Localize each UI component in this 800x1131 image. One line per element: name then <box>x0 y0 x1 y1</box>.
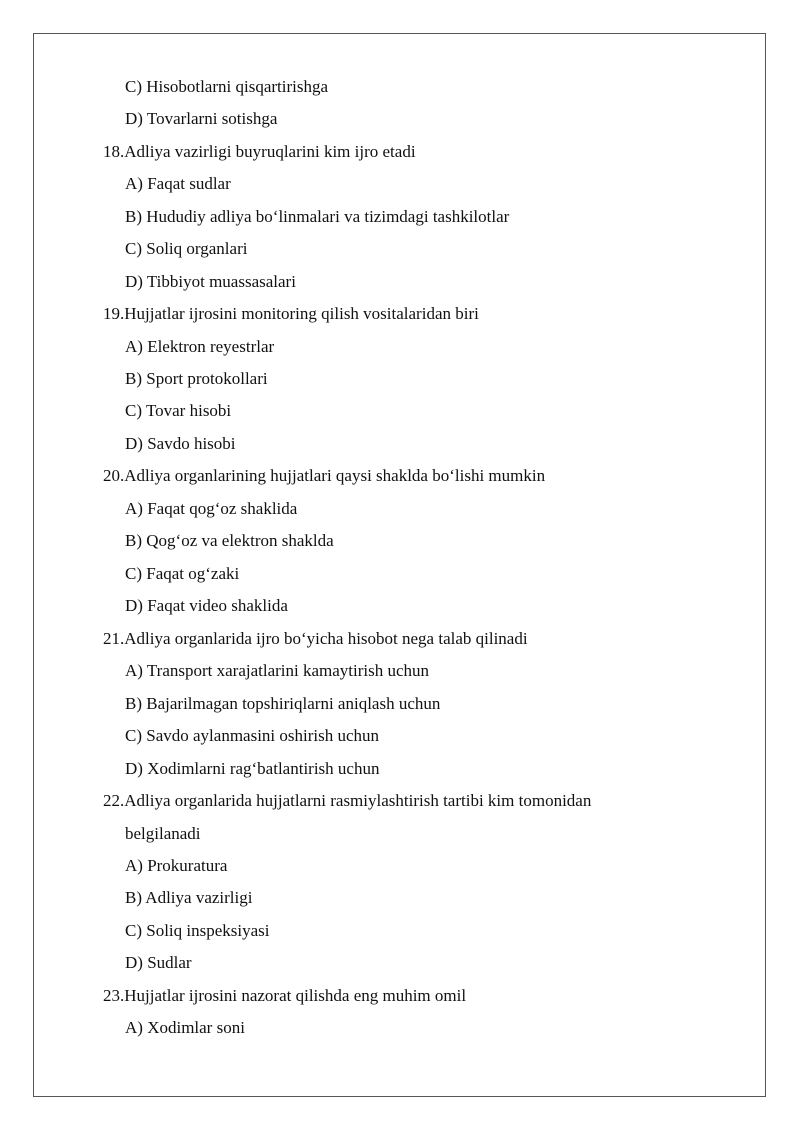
question-number: 18. <box>103 142 125 161</box>
option-line: C) Savdo aylanmasini oshirish uchun <box>125 726 380 745</box>
option-line: D) Tovarlarni sotishga <box>125 109 278 128</box>
option-line: C) Hisobotlarni qisqartirishga <box>125 77 329 96</box>
option-line: A) Faqat qog‘oz shaklida <box>125 499 298 518</box>
question-number: 20. <box>103 466 125 485</box>
option-line: C) Soliq organlari <box>125 239 248 258</box>
question-text: Hujjatlar ijrosini monitoring qilish vositalaridan biri <box>124 304 479 323</box>
option-line: A) Transport xarajatlarini kamaytirish uchun <box>125 661 430 680</box>
question-text: Adliya organlarida hujjatlarni rasmiylashtirish tartibi kim tomonidan <box>124 791 592 810</box>
option-line: D) Faqat video shaklida <box>125 596 288 615</box>
question-continuation: belgilanadi <box>125 824 201 843</box>
option-line: A) Elektron reyestrlar <box>125 337 275 356</box>
question-line <box>103 986 466 1006</box>
question-text: Adliya vazirligi buyruqlarini kim ijro etadi <box>124 142 416 161</box>
option-line: C) Faqat og‘zaki <box>125 564 240 583</box>
question-line <box>103 629 528 649</box>
question-line <box>103 791 591 811</box>
option-line: C) Soliq inspeksiyasi <box>125 921 270 940</box>
question-text: Hujjatlar ijrosini nazorat qilishda eng muhim omil <box>124 986 467 1005</box>
question-line <box>103 304 479 324</box>
question-number: 21. <box>103 629 125 648</box>
option-line: D) Sudlar <box>125 953 192 972</box>
question-text: Adliya organlarining hujjatlari qaysi shaklda bo‘lishi mumkin <box>124 466 546 485</box>
option-line: D) Tibbiyot muassasalari <box>125 272 296 291</box>
question-number: 19. <box>103 304 125 323</box>
option-line: A) Xodimlar soni <box>125 1018 245 1037</box>
option-line: B) Sport protokollari <box>125 369 268 388</box>
option-line: D) Xodimlarni rag‘batlantirish uchun <box>125 759 380 778</box>
question-number: 23. <box>103 986 125 1005</box>
option-line: A) Faqat sudlar <box>125 174 231 193</box>
option-line: A) Prokuratura <box>125 856 228 875</box>
question-line <box>103 466 545 486</box>
option-line: B) Hududiy adliya bo‘linmalari va tizimdagi tashkilotlar <box>125 207 510 226</box>
option-line: B) Adliya vazirligi <box>125 888 253 907</box>
question-line <box>103 142 416 162</box>
option-line: C) Tovar hisobi <box>125 401 232 420</box>
question-text: Adliya organlarida ijro bo‘yicha hisobot nega talab qilinadi <box>124 629 528 648</box>
option-line: B) Bajarilmagan topshiriqlarni aniqlash uchun <box>125 694 441 713</box>
option-line: B) Qog‘oz va elektron shaklda <box>125 531 334 550</box>
question-number: 22. <box>103 791 125 810</box>
option-line: D) Savdo hisobi <box>125 434 236 453</box>
